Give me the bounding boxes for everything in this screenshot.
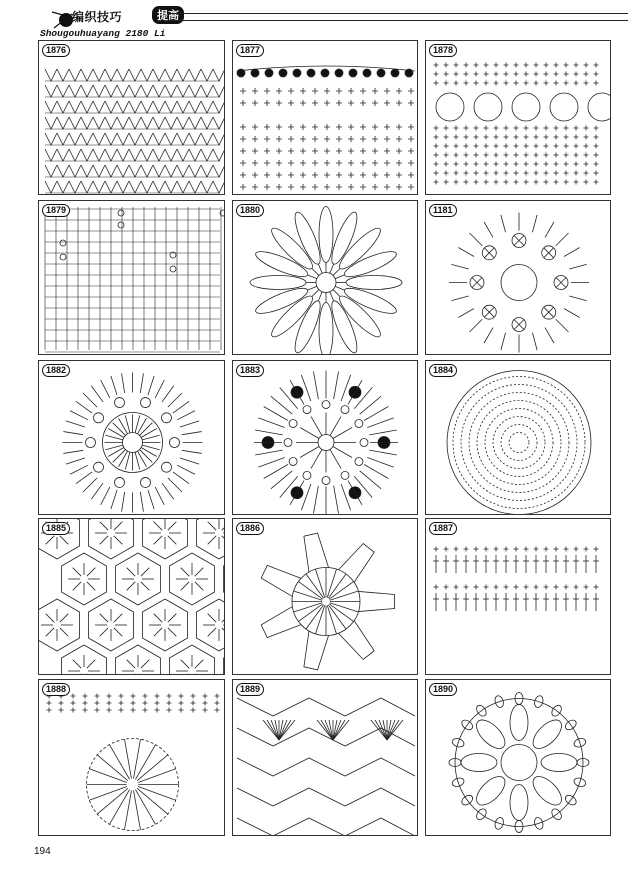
crochet-diagram — [39, 519, 225, 675]
crochet-diagram — [39, 201, 225, 355]
crochet-diagram — [426, 680, 611, 836]
pattern-panel — [425, 360, 611, 515]
pattern-panel — [38, 679, 225, 836]
pattern-number-label: 1181 — [429, 204, 457, 217]
crochet-diagram — [426, 201, 611, 355]
pattern-panel — [232, 679, 418, 836]
header-rule — [168, 13, 628, 21]
header-subtitle: Shougouhuayang 2180 Li — [40, 28, 166, 39]
pattern-panel — [38, 518, 225, 675]
crochet-diagram — [233, 680, 418, 836]
pattern-number-label: 1876 — [42, 44, 70, 57]
pattern-number-label: 1880 — [236, 204, 264, 217]
page-header — [0, 0, 640, 44]
pattern-number-label: 1887 — [429, 522, 457, 535]
pattern-panel — [232, 200, 418, 355]
pattern-panel — [425, 518, 611, 675]
crochet-diagram — [39, 680, 225, 836]
crochet-diagram — [233, 201, 418, 355]
header-badge: 提高 — [152, 6, 184, 24]
pattern-number-label: 1877 — [236, 44, 264, 57]
pattern-panel — [425, 679, 611, 836]
pattern-number-label: 1883 — [236, 364, 264, 377]
pattern-number-label: 1885 — [42, 522, 70, 535]
header-title: 编织技巧 — [72, 10, 123, 24]
crochet-diagram — [233, 41, 418, 195]
pattern-number-label: 1878 — [429, 44, 457, 57]
crochet-diagram — [426, 519, 611, 675]
pattern-number-label: 1879 — [42, 204, 70, 217]
pattern-panel — [38, 200, 225, 355]
crochet-diagram — [39, 41, 225, 195]
pattern-number-label: 1886 — [236, 522, 264, 535]
crochet-diagram — [39, 361, 225, 515]
page-number: 194 — [34, 846, 51, 857]
pattern-panel — [38, 360, 225, 515]
pattern-number-label: 1882 — [42, 364, 70, 377]
pattern-number-label: 1889 — [236, 683, 264, 696]
pattern-panel — [232, 360, 418, 515]
pattern-number-label: 1888 — [42, 683, 70, 696]
pattern-panel — [425, 40, 611, 195]
pattern-panel — [425, 200, 611, 355]
pattern-number-label: 1890 — [429, 683, 457, 696]
pattern-panel — [232, 518, 418, 675]
crochet-diagram — [233, 361, 418, 515]
crochet-diagram — [426, 361, 611, 515]
pattern-panel — [38, 40, 225, 195]
crochet-diagram — [233, 519, 418, 675]
pattern-number-label: 1884 — [429, 364, 457, 377]
pattern-panel — [232, 40, 418, 195]
crochet-diagram — [426, 41, 611, 195]
